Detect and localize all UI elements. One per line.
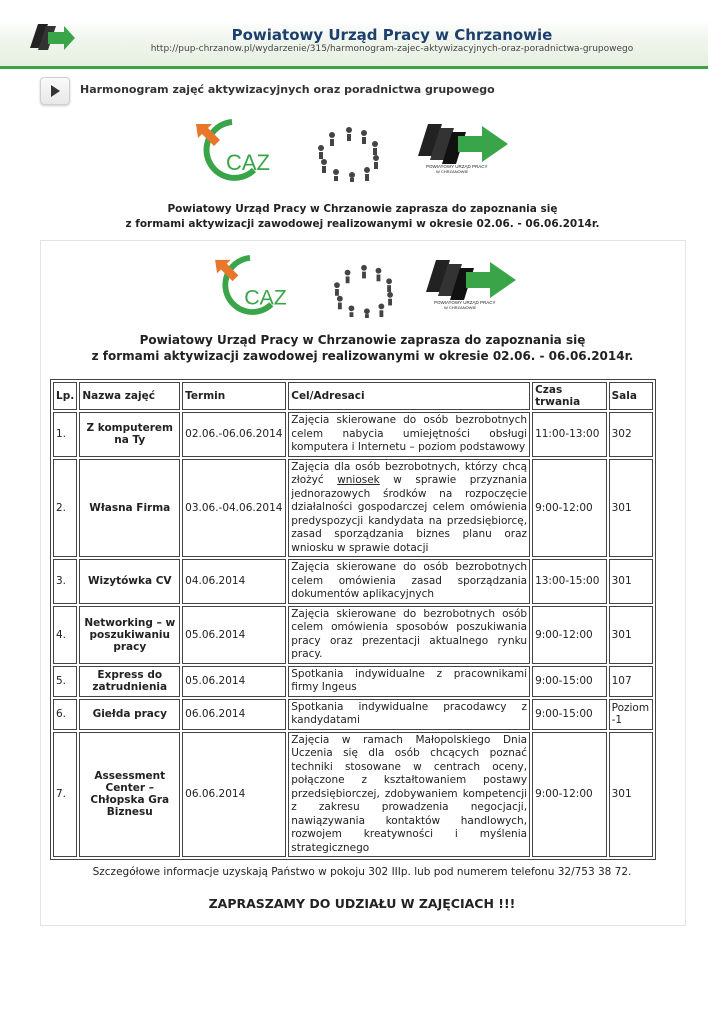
contact-info: Szczegółowe informacje uzyskają Państwo w pokoju 302 IIIp. lub pod numerem telefonu 32/753 38 72. — [92, 866, 632, 878]
table-row — [53, 699, 653, 730]
caz-logo-icon — [192, 118, 272, 182]
caz-logo-icon — [210, 254, 290, 316]
article-arrow-icon[interactable] — [40, 77, 70, 105]
table-row — [53, 666, 653, 697]
table-row — [53, 412, 653, 457]
intro-box-line2: z formami aktywizacji zawodowej realizowanymi w okresie 02.06. - 06.06.2014r. — [91, 349, 634, 363]
header-desc: Cel/Adresaci — [288, 382, 530, 410]
header-room: Sala — [609, 382, 653, 410]
cell-date: 02.06.-06.06.2014 — [182, 412, 286, 457]
cell-date: 06.06.2014 — [182, 699, 286, 730]
caz-text: CAZ — [226, 150, 270, 175]
header-lp: Lp. — [53, 382, 77, 410]
cell-name: Networking – w poszukiwaniu pracy — [79, 606, 180, 664]
intro-top-line1: Powiatowy Urząd Pracy w Chrzanowie zaprasza do zapoznania się — [167, 203, 558, 215]
people-circle-icon — [312, 124, 386, 182]
site-title[interactable]: Powiatowy Urząd Pracy w Chrzanowie — [231, 26, 553, 44]
site-url[interactable]: http://pup-chrzanow.pl/wydarzenie/315/harmonogram-zajec-aktywizacyjnych-oraz-poradnictwa-grupowego — [150, 44, 634, 54]
cell-date: 06.06.2014 — [182, 732, 286, 858]
table-row — [53, 559, 653, 604]
cell-name: Z komputerem na Ty — [79, 412, 180, 457]
intro-top-line2: z formami aktywizacji zawodowej realizowanymi w okresie 02.06. - 06.06.2014r. — [125, 218, 600, 230]
cell-desc: Spotkania indywidualne z pracownikami firmy Ingeus — [288, 666, 530, 697]
article-title: Harmonogram zajęć aktywizacyjnych oraz poradnictwa grupowego — [80, 83, 495, 96]
caz-text: CAZ — [244, 285, 287, 310]
pup-logo-line2: W CHRZANOWIE — [444, 305, 477, 310]
cell-lp: 3. — [53, 559, 77, 604]
cell-date: 03.06.-04.06.2014 — [182, 459, 286, 558]
cell-time: 9:00-15:00 — [532, 699, 607, 730]
cell-room: 301 — [609, 459, 653, 558]
cell-name: Własna Firma — [79, 459, 180, 558]
cell-name: Assessment Center – Chłopska Gra Biznesu — [79, 732, 180, 858]
site-header — [0, 14, 708, 64]
cell-room: 301 — [609, 732, 653, 858]
pup-large-logo-icon — [418, 120, 510, 174]
cell-name: Giełda pracy — [79, 699, 180, 730]
header-time: Czas trwania — [532, 382, 607, 410]
cell-desc — [288, 459, 530, 558]
invitation-text: ZAPRASZAMY DO UDZIAŁU W ZAJĘCIACH !!! — [208, 896, 516, 911]
intro-box — [0, 332, 725, 364]
header-date: Termin — [182, 382, 286, 410]
wniosek-link[interactable]: wniosek — [337, 474, 380, 486]
cell-desc: Zajęcia skierowane do bezrobotnych osób celem omówienia sposobów poszukiwania pracy oraz prezentacji aktualnego rynku pracy. — [288, 606, 530, 664]
pup-logo-line1: POWIATOWY URZĄD PRACY — [434, 300, 496, 305]
cell-desc: Zajęcia skierowane do osób bezrobotnych celem nabycia umiejętności obsługi komputera i Internetu – poziom podstawowy — [288, 412, 530, 457]
cell-lp: 4. — [53, 606, 77, 664]
pup-logo-line2: W CHRZANOWIE — [436, 169, 469, 174]
cell-lp: 7. — [53, 732, 77, 858]
pup-logo-line1: POWIATOWY URZĄD PRACY — [426, 164, 488, 169]
header-name: Nazwa zajęć — [79, 382, 180, 410]
cell-lp: 2. — [53, 459, 77, 558]
people-circle-icon — [328, 262, 400, 318]
cell-room: Poziom -1 — [609, 699, 653, 730]
cell-lp: 6. — [53, 699, 77, 730]
cell-name: Wizytówka CV — [79, 559, 180, 604]
cell-time: 11:00-13:00 — [532, 412, 607, 457]
intro-box-line1: Powiatowy Urząd Pracy w Chrzanowie zaprasza do zapoznania się — [139, 333, 586, 347]
cell-room: 301 — [609, 559, 653, 604]
cell-date: 04.06.2014 — [182, 559, 286, 604]
cell-desc: Zajęcia w ramach Małopolskiego Dnia Uczenia się dla osób chcących poznać techniki stosowane w centrach oceny, połączone z kształtowaniem postawy przedsiębiorczej, zdobywaniem kompetencji z zakresu prowadzenia negocjacji, nawiązywania kontaktów handlowych, rozwojem kreatywności i myślenia strategicznego — [288, 732, 530, 858]
table-row — [53, 732, 653, 858]
cell-desc: Spotkania indywidualne pracodawcy z kandydatami — [288, 699, 530, 730]
table-row — [53, 459, 653, 558]
cell-time: 13:00-15:00 — [532, 559, 607, 604]
cell-time: 9:00-12:00 — [532, 459, 607, 558]
intro-top — [0, 202, 725, 232]
table-row — [53, 606, 653, 664]
cell-lp: 5. — [53, 666, 77, 697]
schedule-table — [50, 379, 656, 860]
cell-time: 9:00-15:00 — [532, 666, 607, 697]
pup-large-logo-icon — [426, 256, 518, 310]
cell-date: 05.06.2014 — [182, 606, 286, 664]
pup-logo-icon[interactable] — [28, 20, 76, 54]
cell-room: 107 — [609, 666, 653, 697]
cell-name: Express do zatrudnienia — [79, 666, 180, 697]
table-header-row — [53, 382, 653, 410]
cell-room: 301 — [609, 606, 653, 664]
cell-desc: Zajęcia skierowane do osób bezrobotnych celem omówienia zasad sporządzania dokumentów aplikacyjnych — [288, 559, 530, 604]
cell-room: 302 — [609, 412, 653, 457]
cell-time: 9:00-12:00 — [532, 732, 607, 858]
desc-text: w sprawie przyznania jednorazowych środków na rozpoczęcie działalności gospodarczej celem omówienia predyspozycji kandydata na przedsiębiorcę, zasad sporządzania biznes planu oraz wniosku w sprawie dotacji — [291, 474, 528, 554]
cell-time: 9:00-12:00 — [532, 606, 607, 664]
cell-date: 05.06.2014 — [182, 666, 286, 697]
cell-lp: 1. — [53, 412, 77, 457]
desc-text: Zajęcia dla osób bezrobotnych, którzy chcą złożyć — [291, 460, 528, 486]
